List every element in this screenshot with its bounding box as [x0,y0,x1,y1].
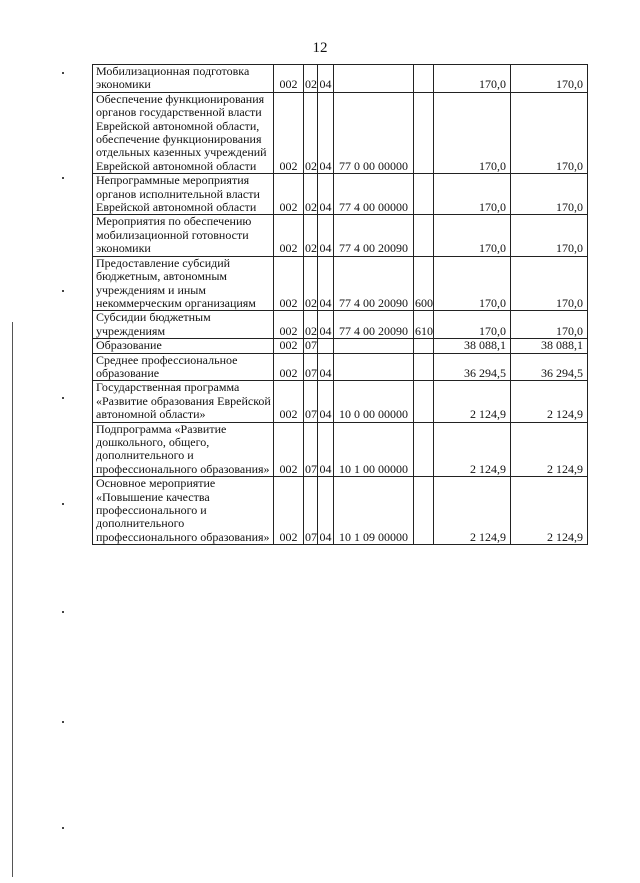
amount-1: 170,0 [434,92,511,173]
table-row [93,422,588,477]
code-section: 07 [304,381,318,422]
code-section: 02 [304,65,318,93]
code-section: 02 [304,92,318,173]
amount-2: 36 294,5 [511,353,588,381]
amount-2: 170,0 [511,92,588,173]
code-target [334,353,414,381]
code-subsection: 04 [318,215,334,256]
code-expense-type [414,381,434,422]
code-section: 02 [304,215,318,256]
code-target: 77 4 00 20090 [334,256,414,311]
code-ministry: 002 [274,311,304,339]
scan-dot [62,611,64,613]
code-subsection: 04 [318,174,334,215]
code-subsection [318,339,334,353]
scan-dot [62,177,64,179]
row-name: Государственная программа «Развитие образования Еврейской автономной области» [93,381,274,422]
code-expense-type [414,215,434,256]
code-expense-type [414,353,434,381]
code-section: 02 [304,174,318,215]
code-ministry: 002 [274,215,304,256]
amount-2: 170,0 [511,174,588,215]
table-row [93,339,588,353]
row-name: Подпрограмма «Развитие дошкольного, общего, дополнительного и профессионального образования» [93,422,274,477]
code-section: 07 [304,353,318,381]
code-ministry: 002 [274,422,304,477]
code-target: 77 4 00 20090 [334,311,414,339]
amount-2: 2 124,9 [511,477,588,545]
table-row [93,353,588,381]
amount-1: 38 088,1 [434,339,511,353]
row-name: Мероприятия по обеспечению мобилизационной готовности экономики [93,215,274,256]
scan-edge-line [12,322,13,877]
code-target: 77 4 00 20090 [334,215,414,256]
page-number: 12 [312,40,328,56]
code-ministry: 002 [274,477,304,545]
code-subsection: 04 [318,92,334,173]
table-row [93,381,588,422]
code-ministry: 002 [274,339,304,353]
code-subsection: 04 [318,381,334,422]
row-name: Основное мероприятие «Повышение качества профессионального и дополнительного профессионального образования» [93,477,274,545]
row-name: Субсидии бюджетным учреждениям [93,311,274,339]
amount-2: 170,0 [511,256,588,311]
row-name: Обеспечение функционирования органов государственной власти Еврейской автономной области, обеспечение функционирования отдельных казенных учреждений Еврейской автономной области [93,92,274,173]
code-subsection: 04 [318,256,334,311]
scan-dot [62,721,64,723]
row-name: Образование [93,339,274,353]
amount-2: 170,0 [511,311,588,339]
code-subsection: 04 [318,353,334,381]
table-row [93,92,588,173]
amount-1: 170,0 [434,174,511,215]
code-target: 10 1 09 00000 [334,477,414,545]
amount-2: 38 088,1 [511,339,588,353]
amount-1: 2 124,9 [434,381,511,422]
table-row [93,174,588,215]
scan-dot [62,397,64,399]
scan-dot [62,827,64,829]
code-expense-type [414,65,434,93]
code-section: 07 [304,477,318,545]
amount-1: 170,0 [434,256,511,311]
code-section: 07 [305,338,317,353]
amount-1: 170,0 [434,311,511,339]
amount-2: 2 124,9 [511,381,588,422]
code-target: 77 4 00 00000 [334,174,414,215]
code-section: 07 [304,422,318,477]
code-subsection: 04 [318,311,334,339]
amount-1: 170,0 [434,65,511,93]
code-subsection: 04 [318,422,334,477]
row-name: Среднее профессиональное образование [93,353,274,381]
code-expense-type [414,477,434,545]
code-ministry: 002 [274,381,304,422]
budget-table [92,64,588,545]
amount-1: 2 124,9 [434,477,511,545]
row-name: Непрограммные мероприятия органов исполнительной власти Еврейской автономной области [93,174,274,215]
code-target: 77 0 00 00000 [334,92,414,173]
code-expense-type: 610 [414,311,434,339]
code-expense-type [414,422,434,477]
amount-2: 2 124,9 [511,422,588,477]
table-row [93,256,588,311]
amount-2: 170,0 [511,215,588,256]
code-target: 10 0 00 00000 [334,381,414,422]
code-section: 02 [304,256,318,311]
amount-1: 170,0 [434,215,511,256]
row-name: Предоставление субсидий бюджетным, автономным учреждениям и иным некоммерческим организациям [93,256,274,311]
table-row [93,311,588,339]
row-name: Мобилизационная подготовка экономики [93,65,274,93]
code-expense-type: 600 [414,256,434,311]
code-ministry: 002 [274,174,304,215]
amount-1: 36 294,5 [434,353,511,381]
code-ministry: 002 [274,65,304,93]
amount-2: 170,0 [511,65,588,93]
code-target [334,339,414,353]
scan-dot [62,290,64,292]
code-expense-type [414,92,434,173]
code-subsection: 04 [318,477,334,545]
code-section: 02 [304,311,318,339]
amount-1: 2 124,9 [434,422,511,477]
scan-dot [62,503,64,505]
code-ministry: 002 [274,92,304,173]
table-row [93,477,588,545]
code-target [334,65,414,93]
code-expense-type [414,174,434,215]
code-ministry: 002 [274,353,304,381]
table-row [93,215,588,256]
code-expense-type [414,339,434,353]
scan-dot [62,72,64,74]
table-row [93,65,588,93]
code-target: 10 1 00 00000 [334,422,414,477]
code-subsection: 04 [318,65,334,93]
code-ministry: 002 [274,256,304,311]
